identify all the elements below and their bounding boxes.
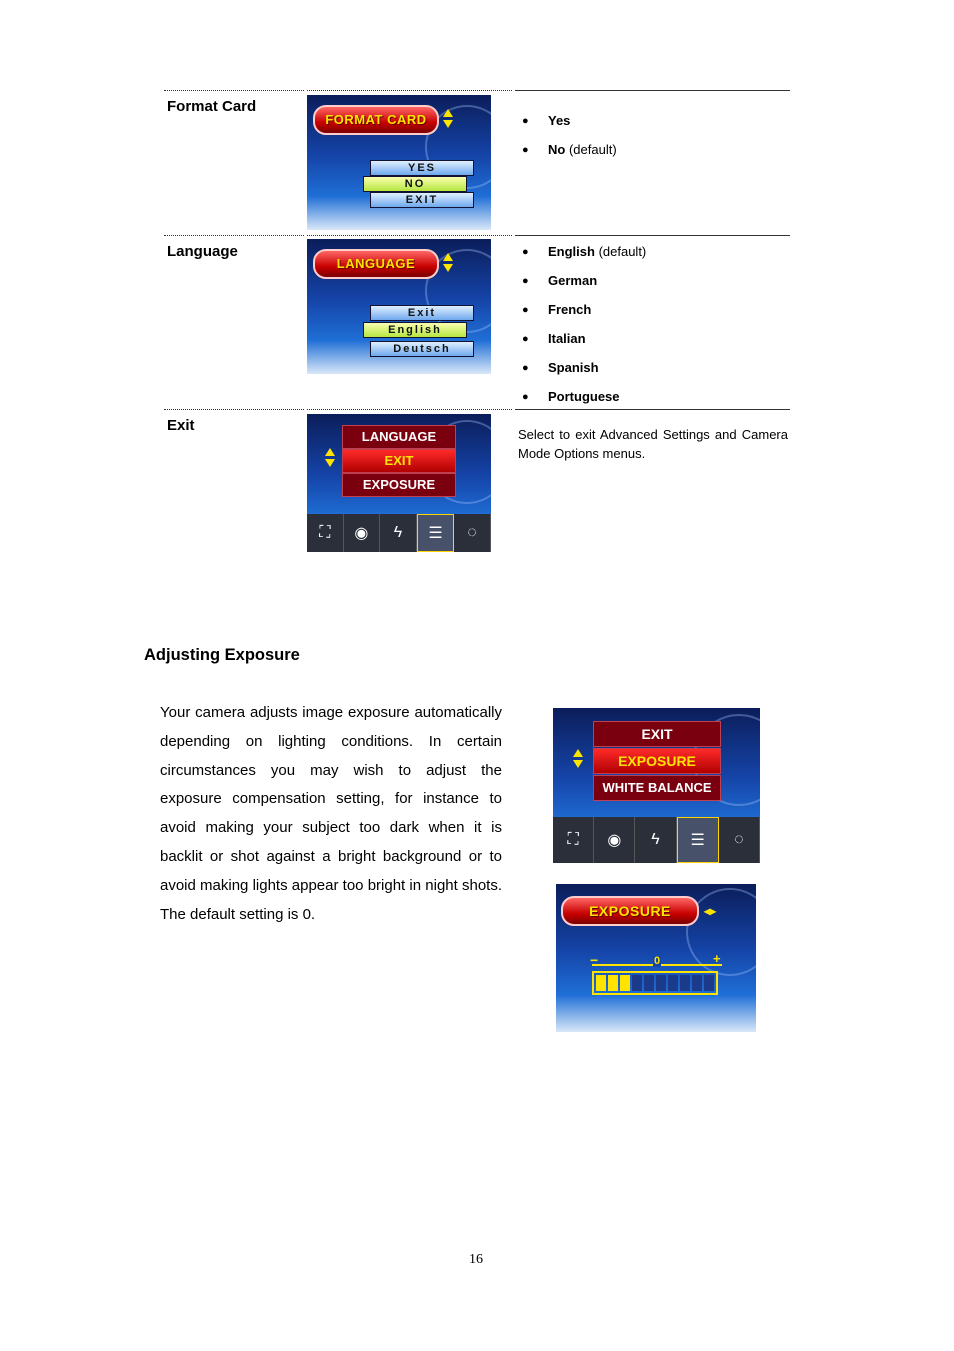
meter-segment xyxy=(656,975,666,991)
exit-screen xyxy=(307,414,491,552)
meter-segment xyxy=(668,975,678,991)
exit-description: Select to exit Advanced Settings and Camera Mode Options menus. xyxy=(518,427,788,461)
bulb-icon: ◌ xyxy=(454,514,491,552)
list-item: ● Italian xyxy=(518,331,788,360)
meter-segment xyxy=(596,975,606,991)
table-rule xyxy=(515,235,790,236)
meter-segment xyxy=(692,975,702,991)
meter-segment xyxy=(620,975,630,991)
page-number: 16 xyxy=(469,1252,483,1267)
left-right-arrow-icon: ◂▸ xyxy=(704,904,717,918)
menu-list-icon: ☰ xyxy=(677,817,719,863)
up-down-arrow-icon xyxy=(325,448,335,468)
table-rule xyxy=(515,409,790,410)
screen-option: Exit xyxy=(370,305,474,321)
section-body: Your camera adjusts image exposure automatically depending on lighting conditions. In certain circumstances you may wish to adjust the exposure compensation setting, for instance to avoid making your subject too dark when it is backlit or shot against a bright background or to avoid making lights appear too bright in night shots. The default setting is 0. xyxy=(160,704,502,923)
frame-icon: ⛶ xyxy=(553,817,594,863)
exposure-level-meter xyxy=(592,971,718,995)
screen-title: LANGUAGE xyxy=(313,249,439,279)
row-label-exit: Exit xyxy=(167,417,195,434)
language-options xyxy=(518,244,788,418)
up-down-arrow-icon xyxy=(443,109,453,129)
meter-segment xyxy=(704,975,714,991)
menu-item: LANGUAGE xyxy=(342,425,456,449)
table-rule xyxy=(164,409,304,410)
meter-segment xyxy=(644,975,654,991)
list-item: ● French xyxy=(518,302,788,331)
bulb-icon: ◌ xyxy=(719,817,760,863)
format-card-options xyxy=(518,113,788,171)
table-rule-top xyxy=(515,90,790,91)
menu-item-selected: EXPOSURE xyxy=(593,748,721,774)
exposure-adjust-screen xyxy=(556,884,756,1032)
list-item: ● No (default) xyxy=(518,142,788,171)
screen-title: EXPOSURE xyxy=(561,896,699,926)
language-screen xyxy=(307,239,491,374)
menu-item: EXPOSURE xyxy=(342,473,456,497)
camera-icon: ◉ xyxy=(344,514,381,552)
row-label-language: Language xyxy=(167,243,238,260)
screen-option: YES xyxy=(370,160,474,176)
table-rule-top xyxy=(164,90,304,91)
camera-icon: ◉ xyxy=(594,817,635,863)
scale-minus-label: − xyxy=(590,952,599,968)
screen-option-selected: NO xyxy=(363,176,467,192)
exposure-menu-screen xyxy=(553,708,760,863)
frame-icon: ⛶ xyxy=(307,514,344,552)
list-item: ● German xyxy=(518,273,788,302)
mode-icon-bar xyxy=(553,817,760,863)
mode-icon-bar xyxy=(307,514,491,552)
flash-icon: ϟ xyxy=(380,514,417,552)
screen-option-selected: English xyxy=(363,322,467,338)
meter-segment xyxy=(632,975,642,991)
up-down-arrow-icon xyxy=(443,253,453,273)
row-label-format-card: Format Card xyxy=(167,98,257,115)
format-card-screen xyxy=(307,95,491,230)
table-rule xyxy=(307,235,512,236)
list-item: ● English (default) xyxy=(518,244,788,273)
screen-option: EXIT xyxy=(370,192,474,208)
up-down-arrow-icon xyxy=(573,749,583,769)
table-rule-top xyxy=(307,90,512,91)
scale-zero-label: 0 xyxy=(654,955,661,967)
list-item: ● Portuguese xyxy=(518,389,788,418)
meter-segment xyxy=(680,975,690,991)
menu-item: WHITE BALANCE xyxy=(593,775,721,801)
scale-plus-label: + xyxy=(713,951,721,966)
meter-segment xyxy=(608,975,618,991)
list-item: ● Spanish xyxy=(518,360,788,389)
menu-item-selected: EXIT xyxy=(342,449,456,473)
screen-option: Deutsch xyxy=(370,341,474,357)
flash-icon: ϟ xyxy=(635,817,676,863)
table-rule xyxy=(307,409,512,410)
screen-title: FORMAT CARD xyxy=(313,105,439,135)
menu-item: EXIT xyxy=(593,721,721,747)
table-rule xyxy=(164,235,304,236)
list-item: ● Yes xyxy=(518,113,788,142)
section-heading: Adjusting Exposure xyxy=(144,646,300,664)
menu-list-icon: ☰ xyxy=(417,514,455,552)
